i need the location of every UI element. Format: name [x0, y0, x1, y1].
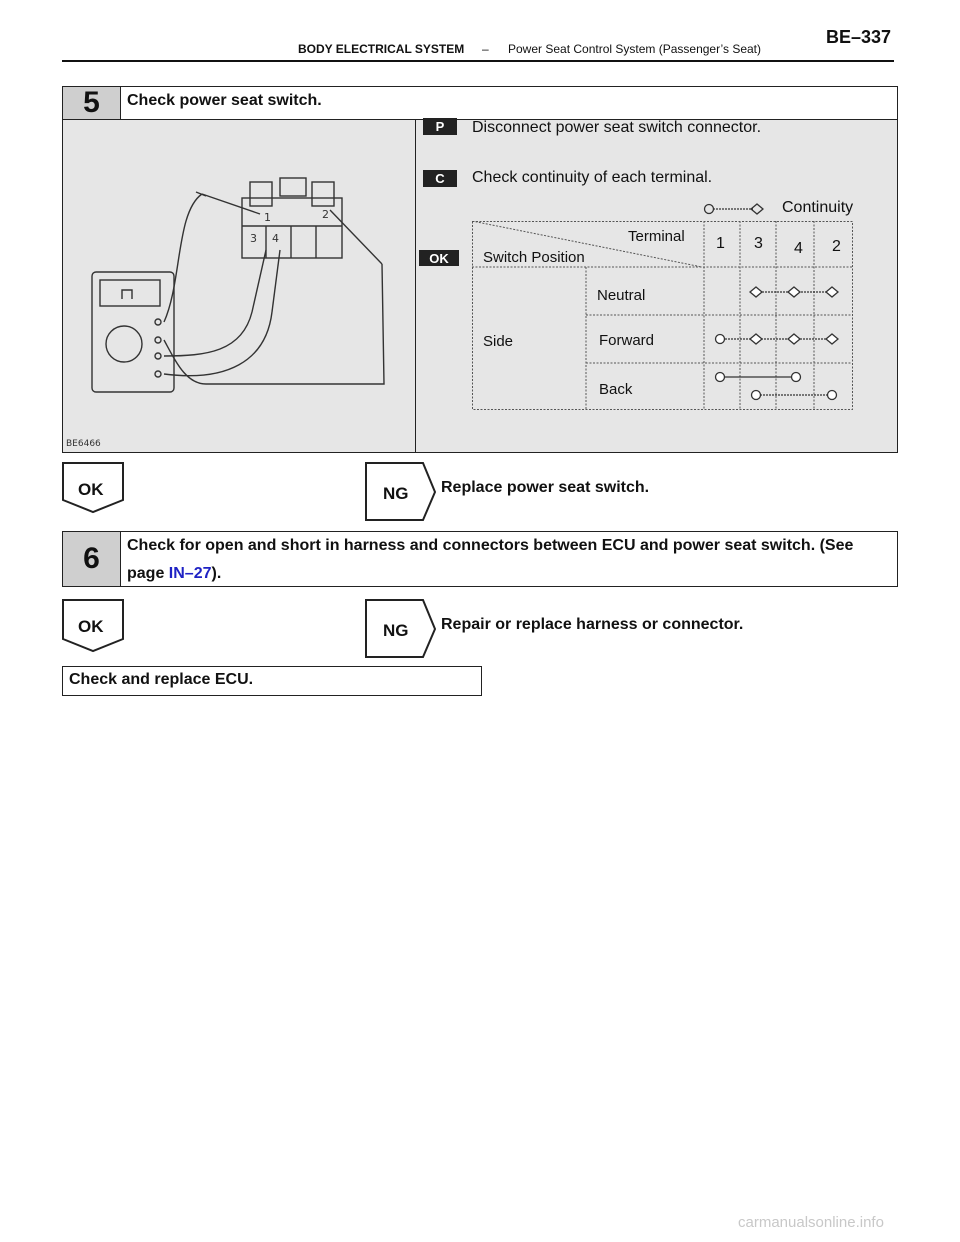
row-neutral: Neutral: [597, 287, 646, 304]
step-6-page-link[interactable]: IN–27: [168, 565, 212, 582]
step-5-ok-label: OK: [78, 480, 104, 499]
table-header-switch-position: Switch Position: [483, 249, 585, 266]
row-forward: Forward: [599, 332, 655, 349]
terminal-4: 4: [794, 240, 803, 257]
step-6-title-line1: Check for open and short in harness and connectors between ECU and power seat switch. (See: [127, 537, 854, 554]
row-group-side: Side: [483, 333, 514, 350]
page-number: BE–337: [826, 27, 892, 47]
terminal-1: 1: [716, 235, 725, 252]
tag-p: P: [423, 118, 457, 135]
step-6-header: [62, 531, 898, 587]
step-6-ng-label: NG: [383, 621, 409, 640]
step-5-header: [62, 86, 898, 120]
step-6-title-prefix: page: [127, 565, 169, 582]
panel-divider: [415, 119, 416, 453]
step-6-number: 6: [63, 532, 121, 586]
connector-pin-1: 1: [264, 211, 271, 224]
row-back: Back: [599, 381, 633, 398]
tag-ok: OK: [419, 250, 459, 266]
figure-code: BE6466: [66, 439, 101, 449]
header-dash: –: [482, 42, 489, 56]
watermark: carmanualsonline.info: [738, 1214, 884, 1231]
continuity-legend-icon: [701, 200, 771, 218]
forward-continuity: [716, 334, 839, 344]
step-5-ng-label: NG: [383, 484, 409, 503]
connector-pin-3: 3: [250, 232, 257, 245]
header-section: BODY ELECTRICAL SYSTEM: [298, 42, 465, 56]
tag-c: C: [423, 170, 457, 187]
multimeter-connector-illustration: [66, 122, 412, 450]
neutral-continuity: [750, 287, 838, 297]
continuity-legend-label: Continuity: [782, 199, 854, 216]
terminal-3: 3: [754, 235, 763, 252]
step-5-title: Check power seat switch.: [127, 92, 322, 109]
connector-pin-2: 2: [322, 208, 329, 221]
instruction-check-continuity: Check continuity of each terminal.: [472, 169, 713, 186]
terminal-2: 2: [832, 238, 841, 255]
table-header-terminal: Terminal: [628, 228, 685, 245]
header-rule: [62, 60, 894, 62]
step-5-ng-action: Replace power seat switch.: [441, 479, 650, 496]
step-6-title-suffix: ).: [211, 565, 222, 582]
instruction-disconnect: Disconnect power seat switch connector.: [472, 119, 762, 136]
step-6-title-line2: [127, 560, 221, 588]
header-subtitle: Power Seat Control System (Passenger’s Seat): [508, 42, 762, 56]
step-6-ng-action: Repair or replace harness or connector.: [441, 616, 744, 633]
step-5-number: 5: [63, 87, 121, 119]
step-6-ok-label: OK: [78, 617, 104, 636]
final-step-box: Check and replace ECU.: [62, 666, 482, 696]
connector-pin-4: 4: [272, 232, 279, 245]
